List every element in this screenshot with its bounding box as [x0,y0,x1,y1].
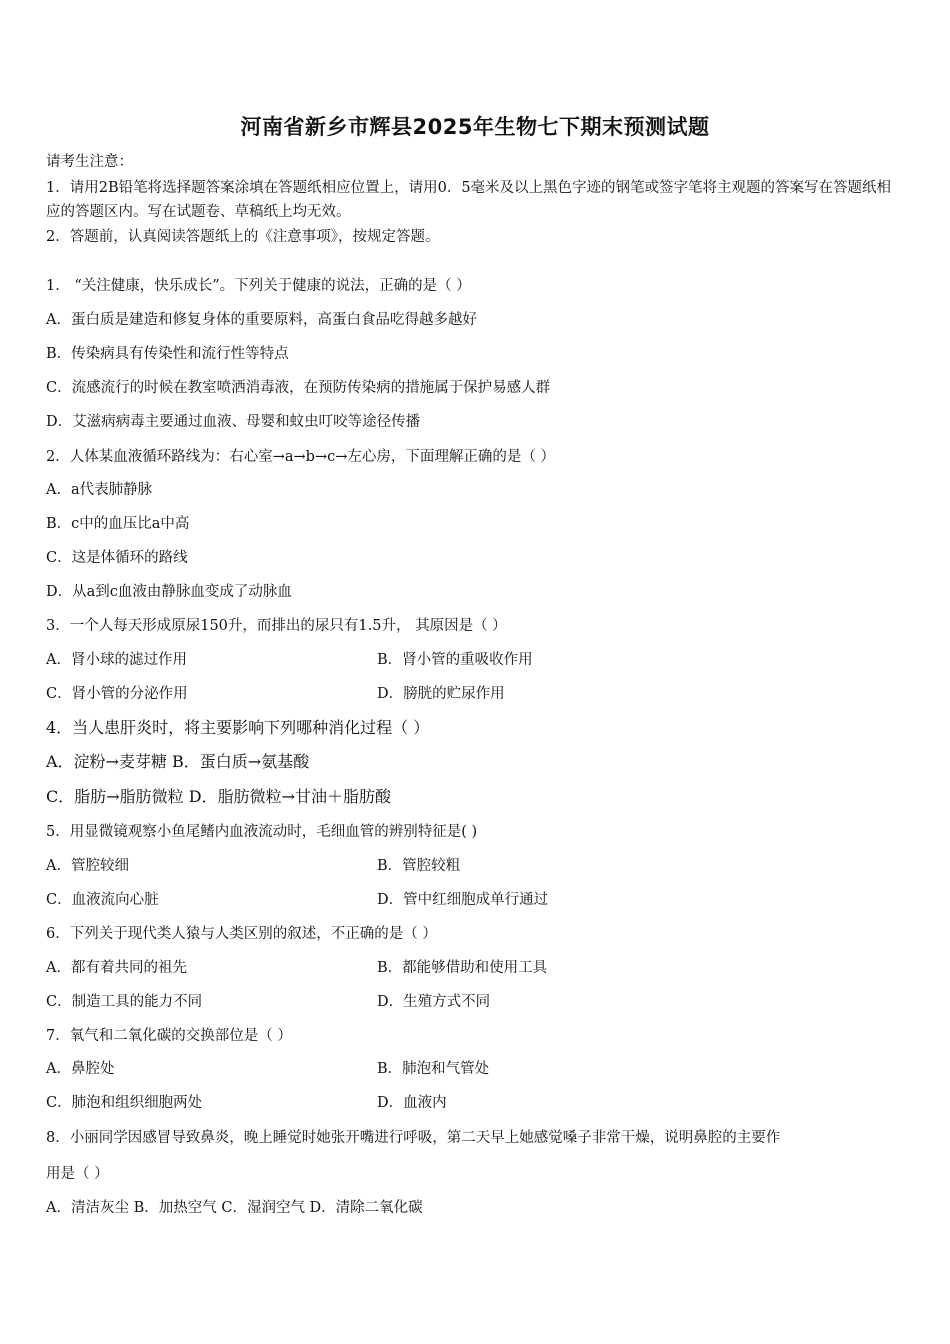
notice-heading: 请考生注意： [46,154,133,170]
q1-option-c: C．流感流行的时候在教室喷洒消毒液，在预防传染病的措施属于保护易感人群 [46,380,551,396]
q3-option-b: B．肾小管的重吸收作用 [377,652,533,668]
q2-option-d: D．从a到c血液由静脉血变成了动脉血 [46,584,292,600]
q3-stem: 3．一个人每天形成原尿150升，而排出的尿只有1.5升， 其原因是（ ） [46,618,507,634]
q8-stem-line1: 8．小丽同学因感冒导致鼻炎，晚上睡觉时她张开嘴进行呼吸，第二天早上她感觉嗓子非常干燥，说明鼻腔的主要作 [46,1130,781,1146]
q5-option-b: B．管腔较粗 [377,858,461,874]
q7-stem: 7．氧气和二氧化碳的交换部位是（ ） [46,1028,292,1044]
q1-stem: 1． “关注健康，快乐成长”。下列关于健康的说法，正确的是（ ） [46,278,471,294]
q1-option-a: A．蛋白质是建造和修复身体的重要原料，高蛋白食品吃得越多越好 [46,312,477,328]
q5-stem: 5．用显微镜观察小鱼尾鳍内血液流动时，毛细血管的辨别特征是( ) [46,824,478,840]
q6-option-a: A．都有着共同的祖先 [46,960,187,976]
q6-option-b: B．都能够借助和使用工具 [377,960,548,976]
q7-option-c: C．肺泡和组织细胞两处 [46,1095,203,1111]
q1-option-b: B．传染病具有传染性和流行性等特点 [46,346,289,362]
q6-option-c: C．制造工具的能力不同 [46,994,203,1010]
q8-options: A．清洁灰尘 B．加热空气 C．湿润空气 D．清除二氧化碳 [46,1200,423,1216]
q4-options-ab: A．淀粉→麦芽糖 B．蛋白质→氨基酸 [46,752,310,771]
q7-option-a: A．鼻腔处 [46,1061,115,1077]
q1-option-d: D．艾滋病病毒主要通过血液、母婴和蚊虫叮咬等途径传播 [46,414,421,430]
q8-stem-line2: 用是（ ） [46,1166,109,1182]
q3-option-a: A．肾小球的滤过作用 [46,652,187,668]
q7-option-d: D．血液内 [377,1095,447,1111]
q2-stem: 2．人体某血液循环路线为：右心室→a→b→c→左心房，下面理解正确的是（ ） [46,449,555,465]
q2-option-c: C．这是体循环的路线 [46,550,188,566]
q7-option-b: B．肺泡和气管处 [377,1061,490,1077]
page-title: 河南省新乡市辉县2025年生物七下期末预测试题 [240,115,710,139]
q2-option-a: A．a代表肺静脉 [46,482,153,498]
q6-option-d: D．生殖方式不同 [377,994,491,1010]
q4-stem: 4．当人患肝炎时，将主要影响下列哪种消化过程（ ） [46,718,430,737]
notice-item-1: 1．请用2B铅笔将选择题答案涂填在答题纸相应位置上，请用0．5毫米及以上黑色字迹的钢笔或签字笔将主观题的答案写在答题纸相应的答题区内。写在试题卷、草稿纸上均无效。 [46,180,892,220]
q4-options-cd: C．脂肪→脂肪微粒 D．脂肪微粒→甘油＋脂肪酸 [46,787,391,806]
q5-option-d: D．管中红细胞成单行通过 [377,892,549,908]
q5-option-a: A．管腔较细 [46,858,129,874]
q3-option-d: D．膀胱的贮尿作用 [377,686,505,702]
notice-item-2: 2．答题前，认真阅读答题纸上的《注意事项》，按规定答题。 [46,229,440,245]
q5-option-c: C．血液流向心脏 [46,892,159,908]
q2-option-b: B．c中的血压比a中高 [46,516,190,532]
q3-option-c: C．肾小管的分泌作用 [46,686,188,702]
q6-stem: 6．下列关于现代类人猿与人类区别的叙述，不正确的是（ ） [46,926,437,942]
